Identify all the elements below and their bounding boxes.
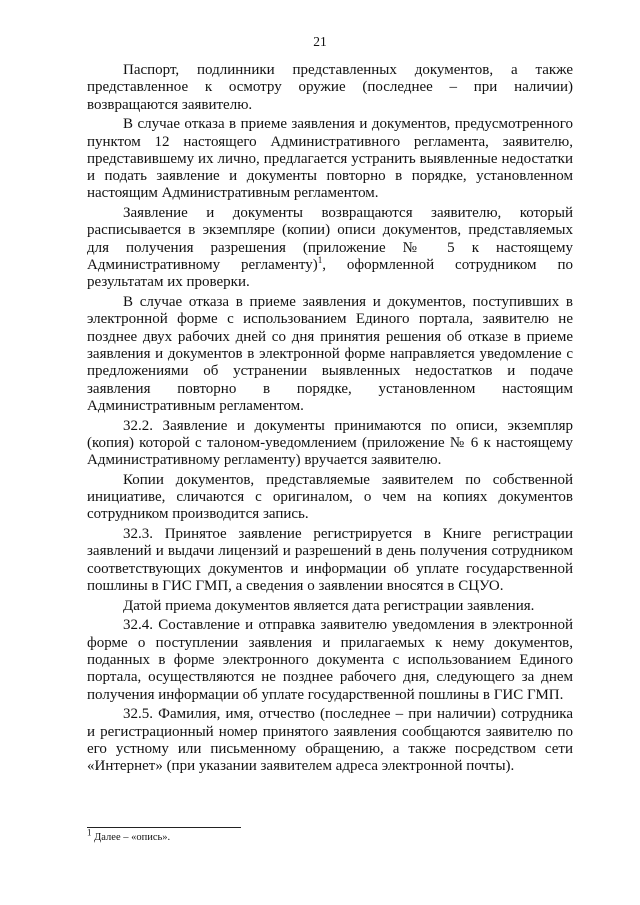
body-text bbox=[87, 62, 573, 775]
footnote-text: Далее – «опись». bbox=[91, 832, 171, 843]
paragraph-copies-verified: Копии документов, представляемые заявителем по собственной инициативе, сличаются с оригиналом, о чем на копиях документов сотрудником производится запись. bbox=[87, 471, 573, 523]
paragraph-documents-returned-tail: , оформленной сотрудником по результатам их проверки. bbox=[87, 257, 573, 291]
footnote-reference: 1 bbox=[317, 255, 323, 266]
paragraph-32-4: 32.4. Составление и отправка заявителю уведомления в электронной форме о поступлении заявления и прилагаемых к нему документов, поданных в форме электронного документа с использованием Единого портала, осуществляются не позднее рабочего дня, следующего за днем получения информации об уплате государственной пошлины в ГИС ГМП. bbox=[87, 617, 573, 703]
page-number: 21 bbox=[313, 34, 327, 49]
footnote-separator bbox=[87, 827, 241, 828]
paragraph-32-2: 32.2. Заявление и документы принимаются по описи, экземпляр (копия) которой с талоном-уведомлением (приложение № 6 к настоящему Административному регламенту) вручается заявителю. bbox=[87, 417, 573, 469]
paragraph-passport-return: Паспорт, подлинники представленных документов, а также представленное к осмотру оружие (последнее – при наличии) возвращаются заявителю. bbox=[87, 62, 573, 113]
paragraph-refusal-electronic: В случае отказа в приеме заявления и документов, поступивших в электронной форме с использованием Единого портала, заявителю не позднее двух рабочих дней со дня принятия решения об отказе в приеме заявления и документов в электронной форме направляется уведомление с предложениями об устранении выявленных недостатков и подаче заявления повторно в порядке, установленном настоящим Административным регламентом. bbox=[87, 294, 573, 414]
paragraph-32-5: 32.5. Фамилия, имя, отчество (последнее – при наличии) сотрудника и регистрационный номер принятого заявления сообщаются заявителю по его устному или письменному обращению, а также посредством сети «Интернет» (при указании заявителем адреса электронной почты). bbox=[87, 706, 573, 775]
paragraph-documents-returned-text: Заявление и документы возвращаются заявителю, который расписывается в экземпляре (копии) описи документов, представляемых для получения разрешения (приложение № 5 к настоящему Административному регламенту) bbox=[87, 205, 573, 274]
paragraph-documents-returned bbox=[87, 205, 573, 291]
footnote bbox=[87, 827, 171, 844]
paragraph-refusal-in-person: В случае отказа в приеме заявления и документов, предусмотренного пунктом 12 настоящего Административного регламента, заявителю, представившему их лично, предлагается устранить выявленные недостатки и подать заявление и документы повторно в порядке, установленном настоящим Административным регламентом. bbox=[87, 116, 573, 202]
paragraph-receipt-date: Датой приема документов является дата регистрации заявления. bbox=[123, 597, 535, 614]
paragraph-32-3: 32.3. Принятое заявление регистрируется в Книге регистрации заявлений и выдачи лицензий и разрешений в день получения сотрудником соответствующих документов и информации об уплате государственной пошлины в ГИС ГМП, а сведения о заявлении вносятся в СЦУО. bbox=[87, 526, 573, 594]
footnote-marker: 1 bbox=[87, 827, 92, 838]
